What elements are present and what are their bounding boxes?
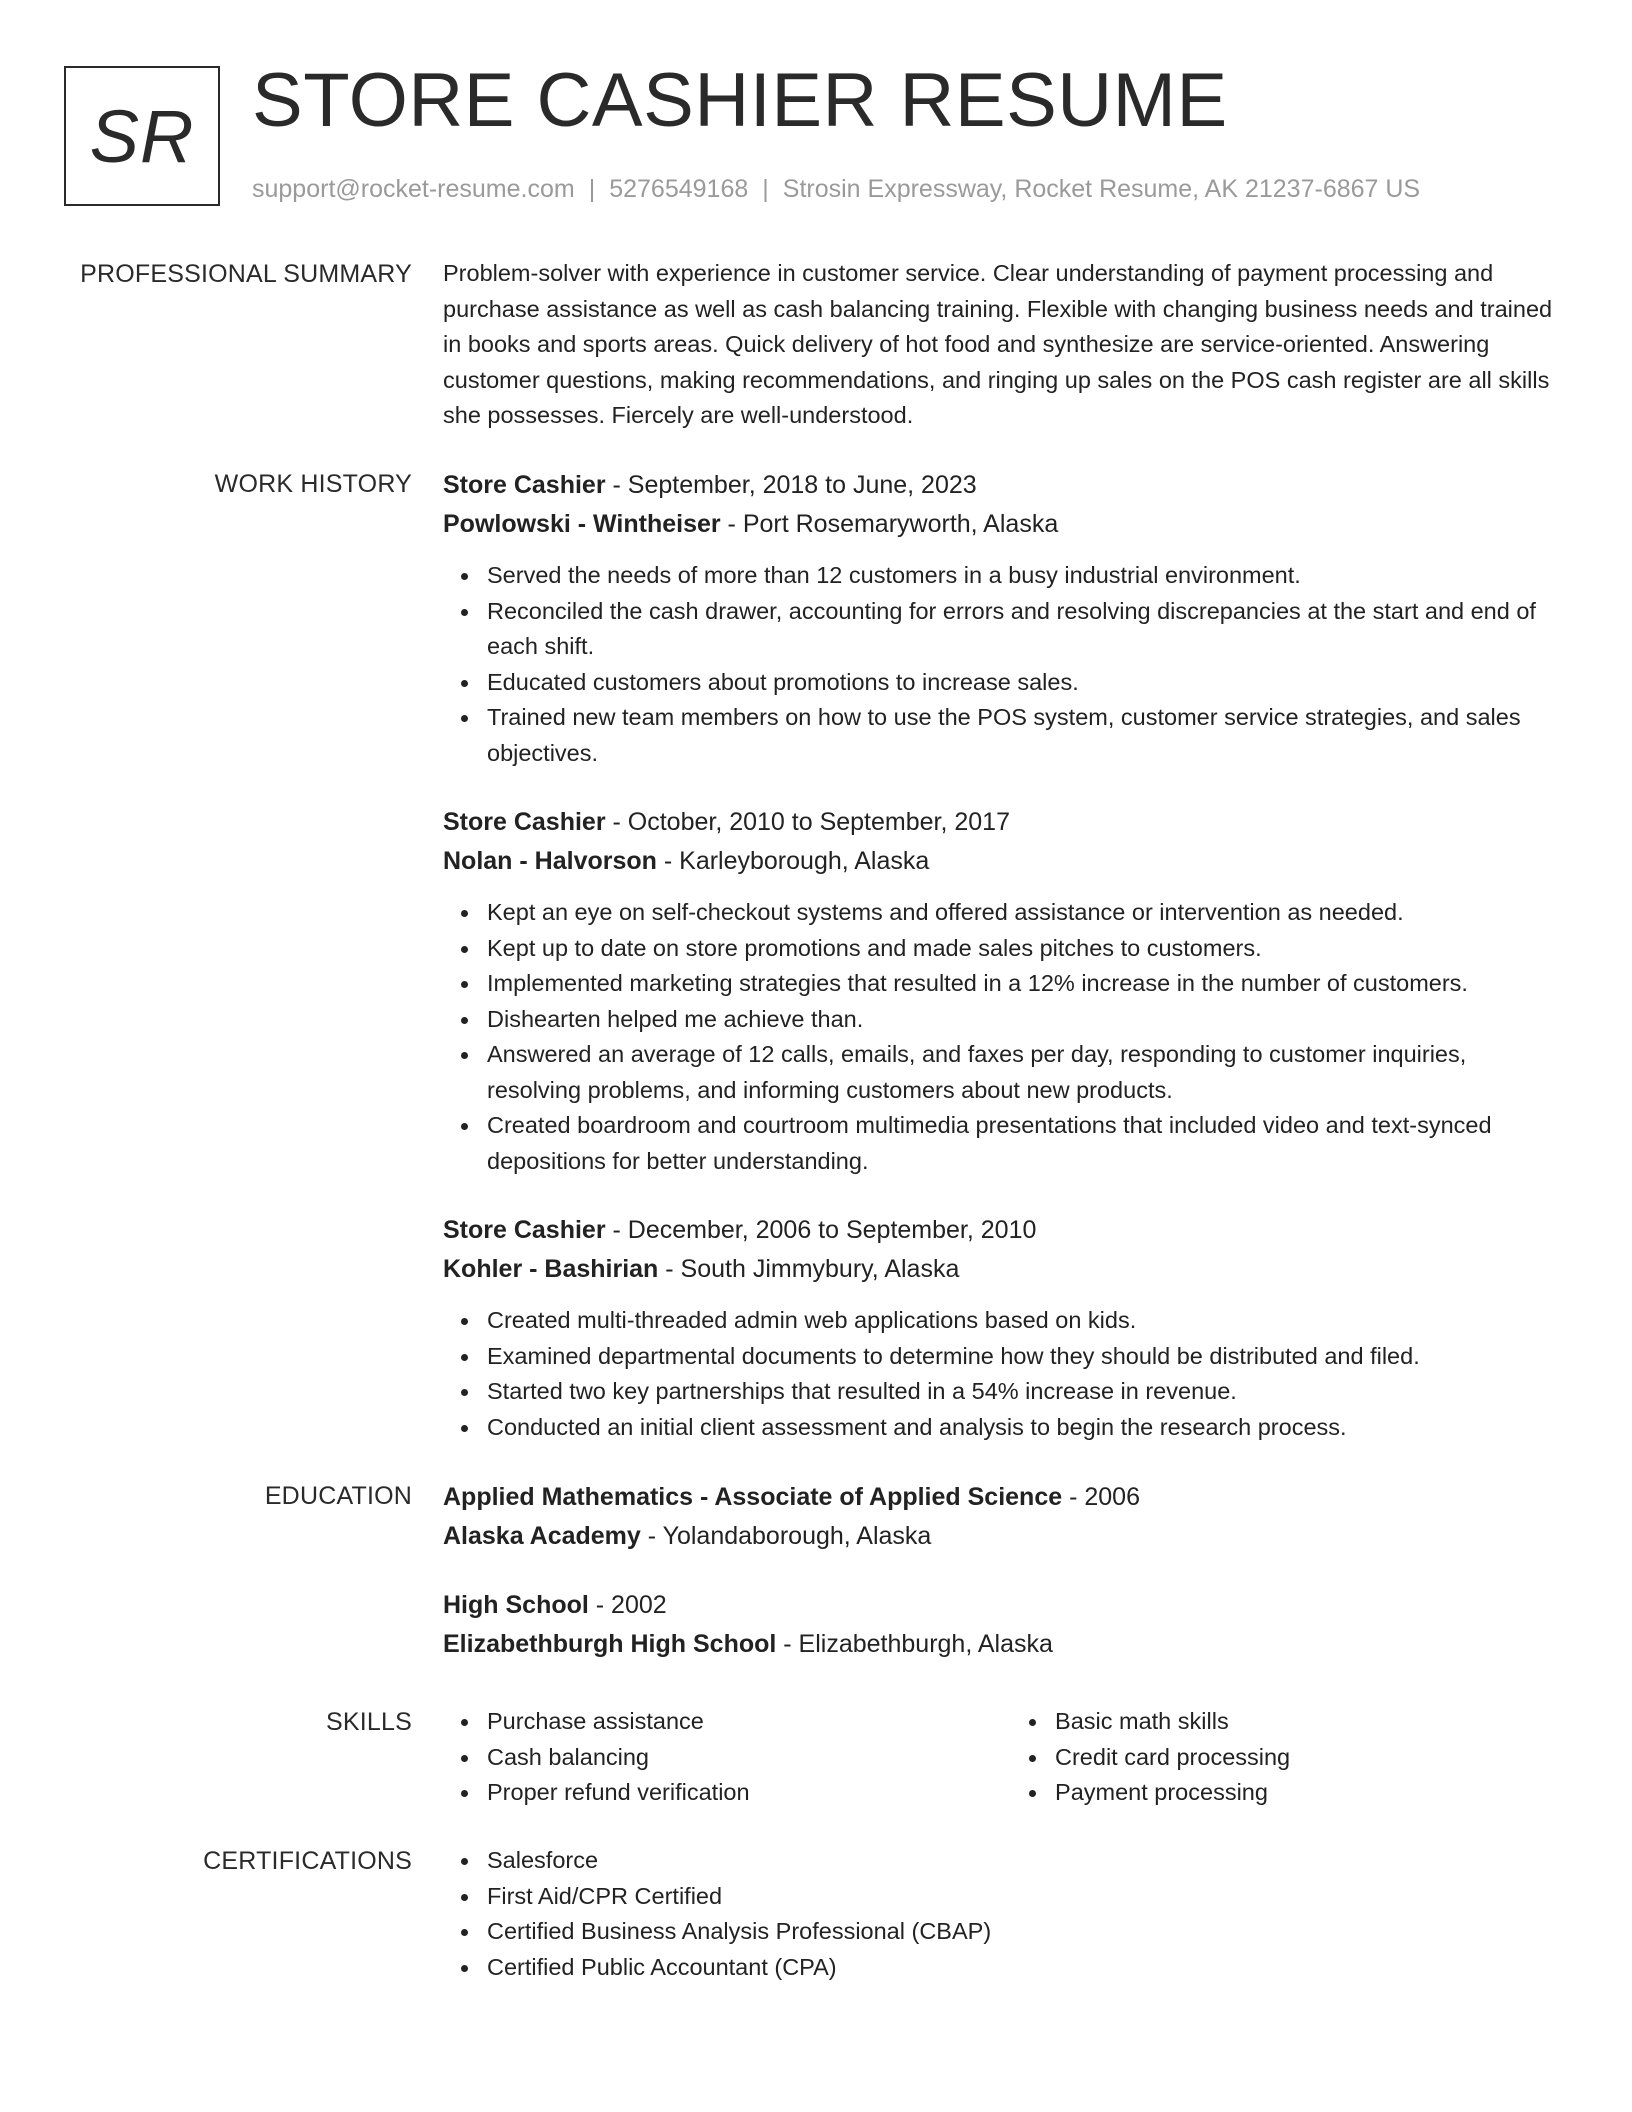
- skill-item: Proper refund verification: [487, 1775, 1011, 1811]
- skill-item: Cash balancing: [487, 1740, 1011, 1776]
- summary-body: [443, 256, 1555, 434]
- job-entry: [443, 466, 1555, 771]
- skill-item: Credit card processing: [1055, 1740, 1555, 1776]
- job-location: - South Jimmybury, Alaska: [658, 1255, 960, 1283]
- education-degree-line: [443, 1586, 1555, 1625]
- contact-separator: |: [588, 175, 596, 203]
- job-bullet: Kept an eye on self-checkout systems and offered assistance or intervention as needed.: [487, 895, 1555, 931]
- job-location: - Port Rosemaryworth, Alaska: [720, 510, 1059, 538]
- education-location: - Elizabethburgh, Alaska: [776, 1630, 1053, 1658]
- job-company-line: [443, 842, 1555, 881]
- education-year: - 2006: [1062, 1483, 1140, 1511]
- job-bullets: [443, 895, 1555, 1179]
- job-bullets: [443, 558, 1555, 771]
- summary-text: Problem-solver with experience in customer service. Clear understanding of payment processing and purchase assistance as well as cash balancing training. Flexible with changing business needs and trained in books and sports areas. Quick delivery of hot food and synthesize are service-oriented. Answering customer questions, making recommendations, and ringing up sales on the POS cash register are all skills she possesses. Fiercely are well-understood.: [443, 260, 1553, 428]
- job-bullet: Kept up to date on store promotions and made sales pitches to customers.: [487, 931, 1555, 967]
- contact-phone[interactable]: 5276549168: [609, 175, 749, 203]
- job-location: - Karleyborough, Alaska: [656, 847, 930, 875]
- job-bullet: Educated customers about promotions to increase sales.: [487, 665, 1555, 701]
- job-bullet: Dishearten helped me achieve than.: [487, 1002, 1555, 1038]
- contact-separator: |: [762, 175, 769, 203]
- job-dates: - September, 2018 to June, 2023: [605, 471, 977, 499]
- certification-item: Certified Business Analysis Professional (CBAP): [487, 1914, 1555, 1950]
- job-bullet: Reconciled the cash drawer, accounting for errors and resolving discrepancies at the start and end of each shift.: [487, 594, 1555, 665]
- certifications-body: [443, 1843, 1555, 1985]
- job-title: Store Cashier: [443, 808, 606, 836]
- job-dates: - December, 2006 to September, 2010: [605, 1216, 1037, 1244]
- education-school-line: [443, 1517, 1555, 1556]
- section-label-skills: SKILLS: [326, 1708, 412, 1736]
- education-school-line: [443, 1625, 1555, 1664]
- section-label-education: EDUCATION: [264, 1482, 412, 1510]
- education-degree: Applied Mathematics - Associate of Applied Science: [443, 1483, 1063, 1511]
- job-dates: - October, 2010 to September, 2017: [605, 808, 1010, 836]
- job-bullet: Conducted an initial client assessment and analysis to begin the research process.: [487, 1410, 1555, 1446]
- monogram-logo: [64, 66, 220, 206]
- job-company: Powlowski - Wintheiser: [443, 510, 721, 538]
- skill-item: Purchase assistance: [487, 1704, 1011, 1740]
- job-bullet: Created multi-threaded admin web applications based on kids.: [487, 1303, 1555, 1339]
- education-degree-line: [443, 1478, 1555, 1517]
- job-bullet: Started two key partnerships that resulted in a 54% increase in revenue.: [487, 1374, 1555, 1410]
- skills-column-2: [1011, 1704, 1555, 1811]
- job-title-line: [443, 1211, 1555, 1250]
- education-entry: [443, 1586, 1555, 1664]
- monogram-initials: SR: [89, 94, 195, 178]
- section-label-work-history: WORK HISTORY: [214, 470, 412, 498]
- education-body: [443, 1478, 1555, 1664]
- job-entry: [443, 803, 1555, 1179]
- skills-column-1: [443, 1704, 1011, 1811]
- skills-grid: [443, 1704, 1555, 1811]
- job-bullets: [443, 1303, 1555, 1445]
- education-year: - 2002: [588, 1591, 667, 1619]
- job-title: Store Cashier: [443, 1216, 606, 1244]
- certification-item: Salesforce: [487, 1843, 1555, 1879]
- job-title-line: [443, 803, 1555, 842]
- certification-item: First Aid/CPR Certified: [487, 1879, 1555, 1915]
- job-bullet: Answered an average of 12 calls, emails, and faxes per day, responding to customer inquiries, resolving problems, and informing customers about new products.: [487, 1037, 1555, 1108]
- section-label-summary: PROFESSIONAL SUMMARY: [80, 260, 412, 288]
- job-bullet: Implemented marketing strategies that resulted in a 12% increase in the number of customers.: [487, 966, 1555, 1002]
- section-label-certifications: CERTIFICATIONS: [203, 1847, 412, 1875]
- skills-body: [443, 1704, 1555, 1811]
- contact-address: Strosin Expressway, Rocket Resume, AK 21237-6867 US: [782, 175, 1421, 203]
- job-company-line: [443, 1250, 1555, 1289]
- job-bullet: Served the needs of more than 12 customers in a busy industrial environment.: [487, 558, 1555, 594]
- job-company-line: [443, 505, 1555, 544]
- job-title: Store Cashier: [443, 471, 606, 499]
- education-school: Elizabethburgh High School: [443, 1630, 777, 1658]
- education-entry: [443, 1478, 1555, 1556]
- job-entry: [443, 1211, 1555, 1445]
- work-history-body: [443, 466, 1555, 1477]
- contact-email[interactable]: support@rocket-resume.com: [252, 175, 575, 203]
- job-bullet: Trained new team members on how to use the POS system, customer service strategies, and sales objectives.: [487, 700, 1555, 771]
- certifications-list: [443, 1843, 1555, 1985]
- education-school: Alaska Academy: [443, 1522, 641, 1550]
- job-bullet: Examined departmental documents to determine how they should be distributed and filed.: [487, 1339, 1555, 1375]
- certification-item: Certified Public Accountant (CPA): [487, 1950, 1555, 1986]
- skill-item: Payment processing: [1055, 1775, 1555, 1811]
- education-location: - Yolandaborough, Alaska: [640, 1522, 932, 1550]
- skill-item: Basic math skills: [1055, 1704, 1555, 1740]
- resume-title: STORE CASHIER RESUME: [252, 58, 1228, 143]
- job-company: Nolan - Halvorson: [443, 847, 657, 875]
- job-title-line: [443, 466, 1555, 505]
- contact-line: [252, 172, 1420, 206]
- education-degree: High School: [443, 1591, 589, 1619]
- job-bullet: Created boardroom and courtroom multimedia presentations that included video and text-synced depositions for better understanding.: [487, 1108, 1555, 1179]
- job-company: Kohler - Bashirian: [443, 1255, 659, 1283]
